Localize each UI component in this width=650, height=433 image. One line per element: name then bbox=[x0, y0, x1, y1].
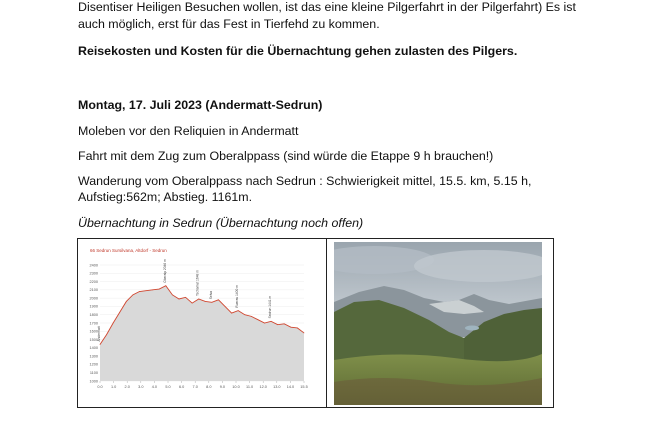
elevation-point bbox=[198, 299, 199, 300]
y-tick-label: 1200 bbox=[89, 362, 98, 367]
waypoint-label: Rueras 1400 m bbox=[235, 285, 240, 308]
elevation-point bbox=[139, 291, 140, 292]
y-tick-label: 1300 bbox=[89, 354, 98, 359]
elevation-point bbox=[238, 310, 239, 311]
elevation-point bbox=[165, 285, 166, 286]
y-tick-label: 2200 bbox=[89, 279, 98, 284]
elevation-point bbox=[192, 303, 193, 304]
y-tick-label: 2400 bbox=[89, 263, 98, 268]
costs-note: Reisekosten und Kosten für die Übernachtung gehen zulasten des Pilgers. bbox=[78, 44, 518, 58]
x-tick-label: 12.0 bbox=[259, 385, 267, 389]
lake bbox=[465, 326, 479, 331]
waypoint-label: Andermatt bbox=[97, 326, 101, 342]
program-item-train: Fahrt mit dem Zug zum Oberalppass (sind würde die Etappe 9 h brauchen!) bbox=[78, 149, 494, 163]
x-tick-label: 6.0 bbox=[178, 385, 185, 389]
day-heading: Montag, 17. Juli 2023 (Andermatt-Sedrun) bbox=[78, 98, 323, 112]
waypoint-label: Oberalp 2046 m bbox=[162, 259, 167, 283]
y-tick-label: 1700 bbox=[89, 321, 98, 326]
x-tick-label: 11.0 bbox=[246, 385, 254, 389]
mountain-landscape-photo bbox=[334, 242, 542, 405]
overnight-note: Übernachtung in Sedrun (Übernachtung noch offen) bbox=[78, 216, 364, 230]
y-tick-label: 2300 bbox=[89, 271, 98, 276]
elevation-point bbox=[172, 294, 173, 295]
x-tick-label: 3.0 bbox=[138, 385, 144, 389]
chart-title: 66 Sedrun Sursilvana, Altdorf - Sedrun bbox=[90, 248, 167, 253]
x-tick-label: 13.0 bbox=[273, 385, 281, 389]
y-tick-label: 1100 bbox=[89, 371, 98, 376]
elevation-point bbox=[185, 297, 186, 298]
elevation-profile-chart bbox=[84, 243, 320, 393]
elevation-point bbox=[212, 302, 213, 303]
elevation-point bbox=[126, 301, 127, 302]
y-tick-label: 1400 bbox=[89, 346, 98, 351]
y-axis bbox=[90, 263, 98, 383]
elevation-point bbox=[218, 299, 219, 300]
x-tick-label: 14.0 bbox=[286, 385, 295, 389]
x-tick-label: 4.0 bbox=[151, 385, 158, 389]
y-tick-label: 2000 bbox=[89, 296, 98, 301]
elevation-point bbox=[244, 314, 245, 315]
waypoint-label: Tschamut 1648 m bbox=[195, 269, 200, 296]
elevation-point bbox=[284, 323, 285, 324]
y-tick-label: 1500 bbox=[89, 337, 98, 342]
x-tick-label: 8.0 bbox=[206, 385, 212, 389]
elevation-point bbox=[205, 301, 206, 302]
x-tick-label: 9.0 bbox=[219, 385, 226, 389]
x-tick-label: 1.0 bbox=[110, 385, 117, 389]
program-item-hike-line-2: Aufstieg:562m; Abstieg. 1161m. bbox=[78, 190, 253, 204]
program-item-moleben: Moleben vor den Reliquien in Andermatt bbox=[78, 124, 299, 138]
image-table bbox=[77, 238, 554, 408]
elevation-point bbox=[146, 290, 147, 291]
elevation-point bbox=[231, 313, 232, 314]
elevation-point bbox=[119, 312, 120, 313]
elevation-point bbox=[152, 290, 153, 291]
elevation-point bbox=[271, 321, 272, 322]
elevation-point bbox=[251, 316, 252, 317]
elevation-point bbox=[264, 323, 265, 324]
y-tick-label: 1600 bbox=[89, 329, 98, 334]
waypoint-label: Sedrun 1441 m bbox=[268, 295, 273, 319]
elevation-point bbox=[179, 299, 180, 300]
y-tick-label: 1800 bbox=[89, 313, 98, 318]
elevation-point bbox=[113, 323, 114, 324]
x-tick-label: 0.0 bbox=[97, 385, 103, 389]
elevation-point bbox=[106, 334, 107, 335]
elevation-point bbox=[304, 333, 305, 334]
elevation-point bbox=[290, 327, 291, 328]
table-divider bbox=[326, 239, 327, 407]
elevation-profile-svg bbox=[84, 243, 320, 393]
intro-line-1: Disentiser Heiligen Besuchen wollen, ist das eine kleine Pilgerfahrt in der Pilgerfahrt) Es ist bbox=[78, 0, 576, 14]
elevation-point bbox=[297, 328, 298, 329]
elevation-point bbox=[133, 294, 134, 295]
x-axis bbox=[97, 381, 307, 389]
x-tick-label: 5.0 bbox=[165, 385, 171, 389]
mountain-photo-svg bbox=[334, 242, 542, 405]
x-tick-label: 15.5 bbox=[300, 385, 308, 389]
elevation-point bbox=[100, 344, 101, 345]
y-tick-label: 1000 bbox=[89, 379, 98, 384]
y-tick-label: 1900 bbox=[89, 304, 98, 309]
intro-line-2: auch möglich, erst für das Fest in Tierfehd zu kommen. bbox=[78, 17, 380, 31]
waypoint-label: Selva bbox=[208, 291, 213, 300]
x-tick-label: 10.0 bbox=[232, 385, 240, 389]
elevation-point bbox=[258, 319, 259, 320]
program-item-hike-line-1: Wanderung vom Oberalppass nach Sedrun : Schwierigkeit mittel, 15.5. km, 5.15 h, bbox=[78, 174, 532, 188]
elevation-point bbox=[277, 324, 278, 325]
chart-area-layer bbox=[100, 285, 305, 381]
y-tick-label: 2100 bbox=[89, 288, 98, 293]
elevation-point bbox=[159, 289, 160, 290]
elevation-point bbox=[225, 306, 226, 307]
x-tick-label: 7.0 bbox=[192, 385, 198, 389]
x-tick-label: 2.0 bbox=[124, 385, 130, 389]
